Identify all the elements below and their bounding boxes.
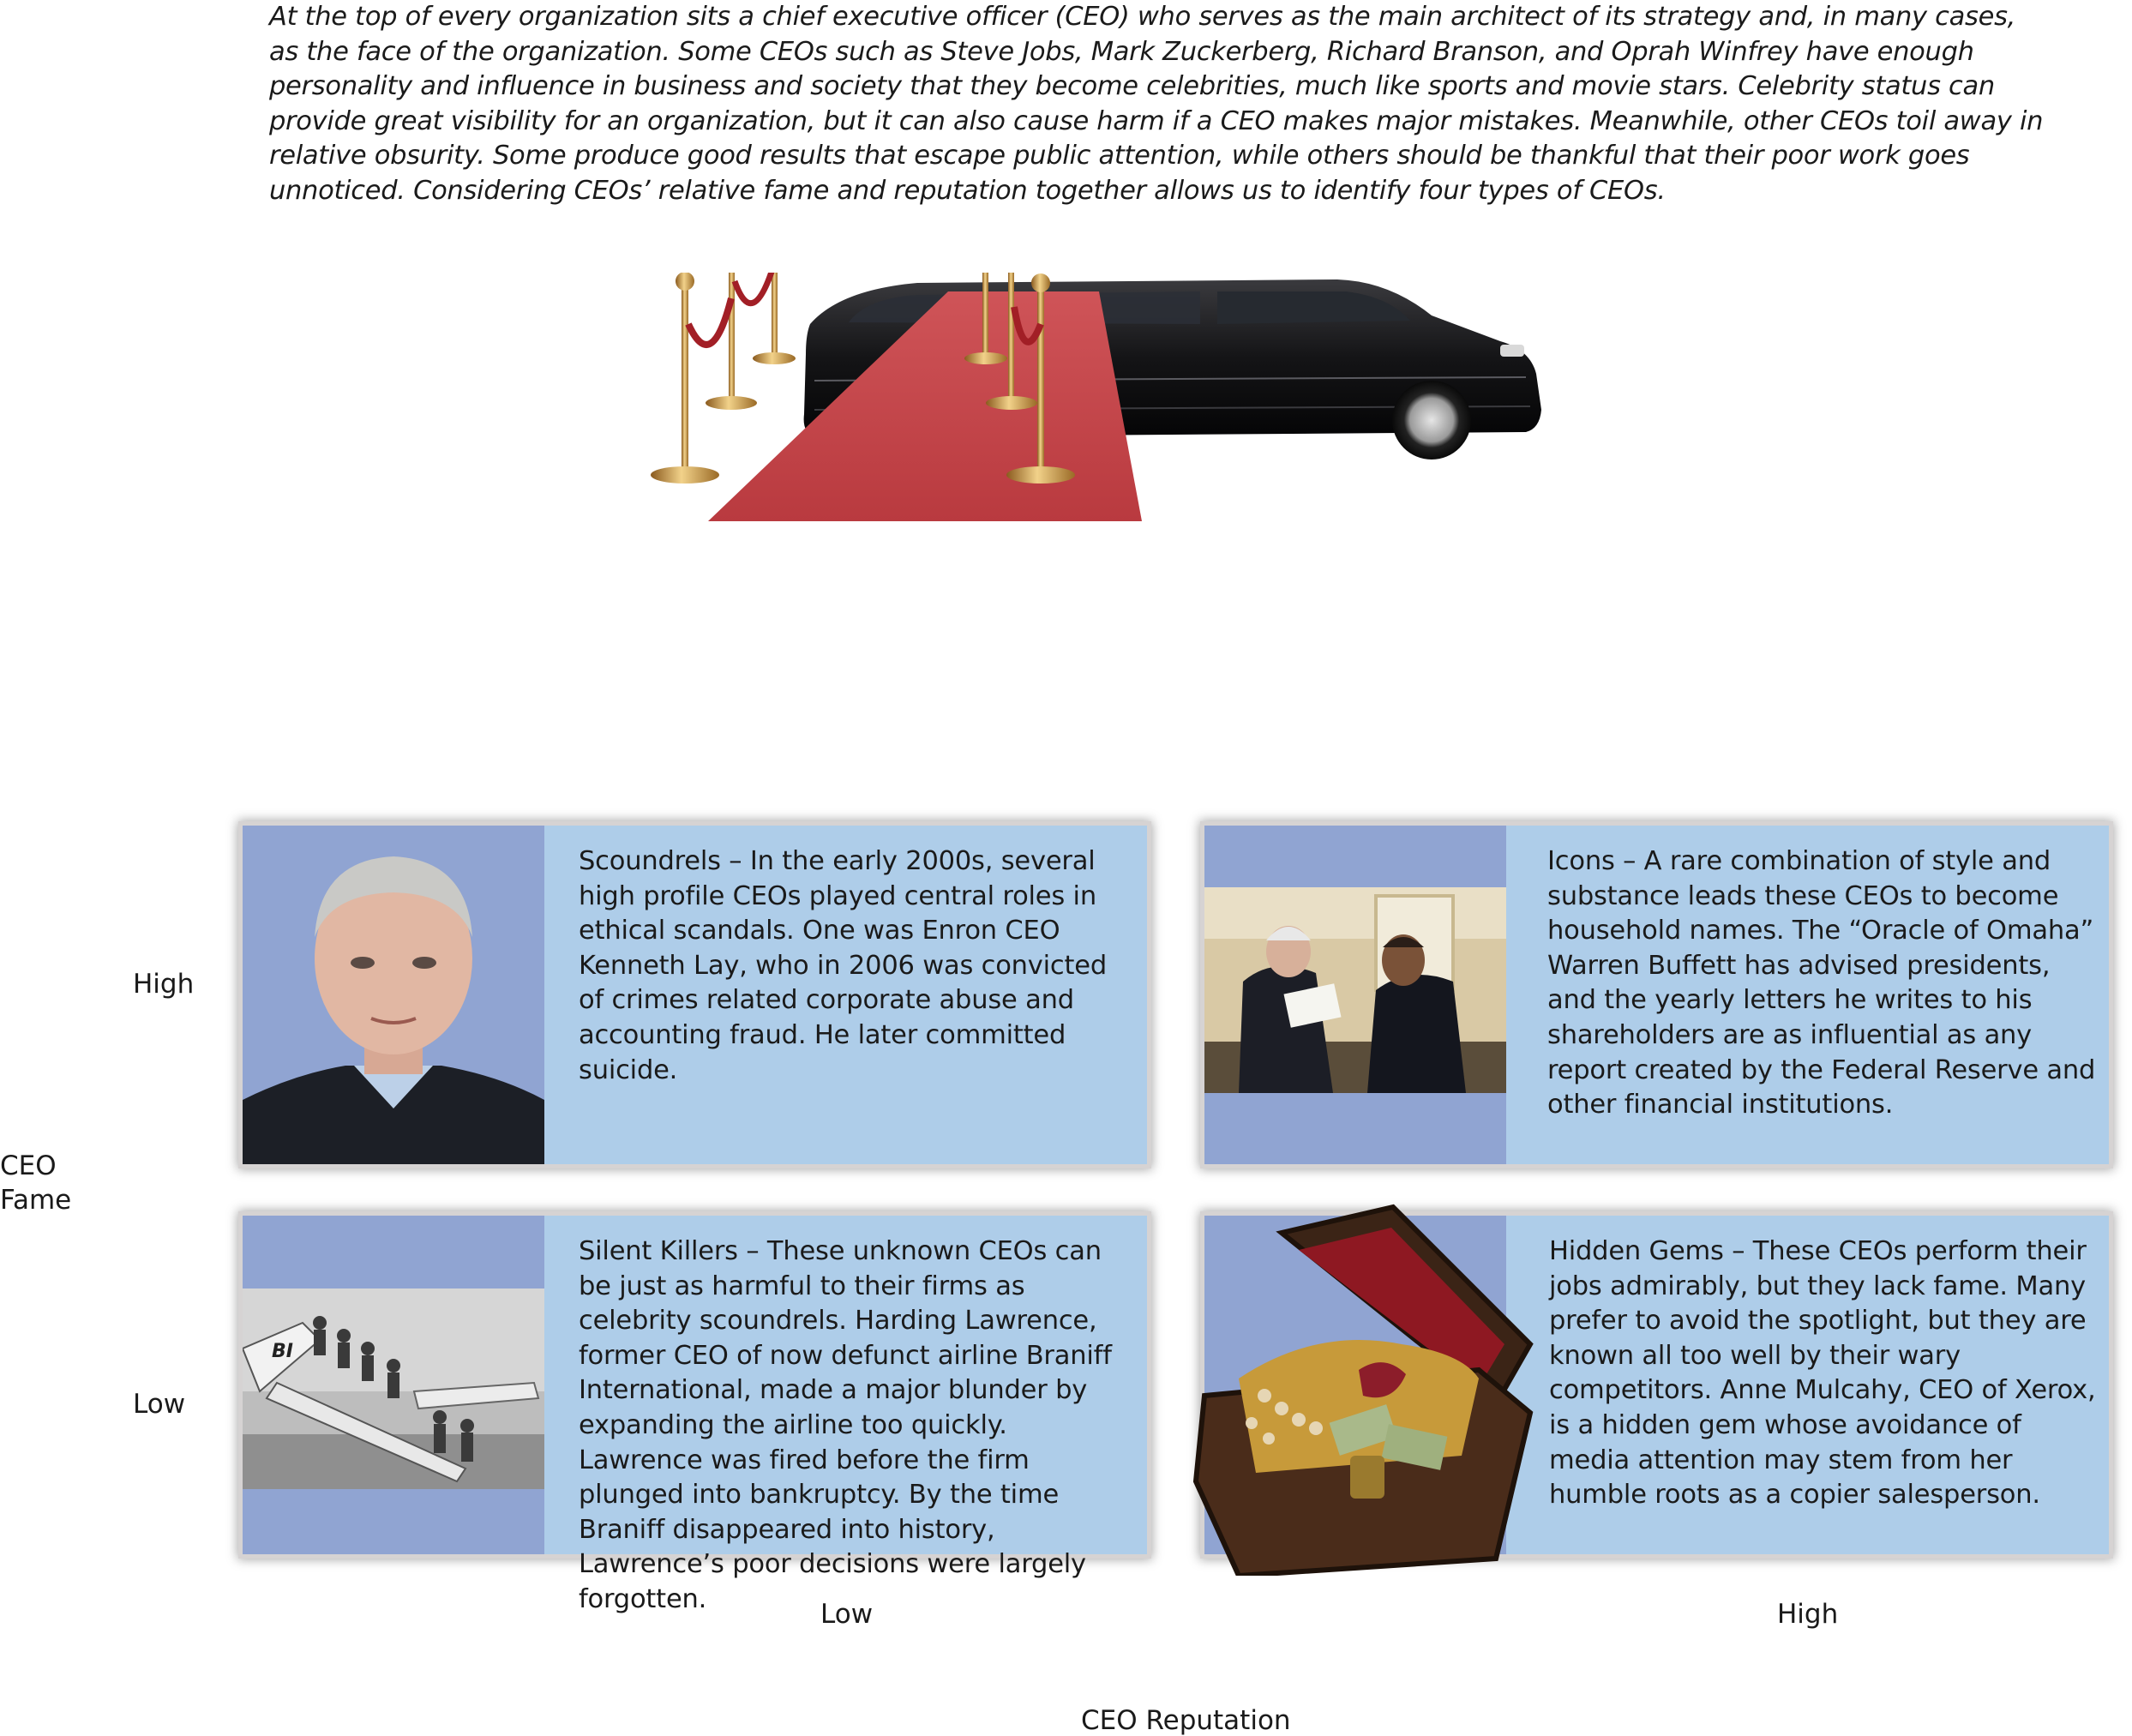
svg-text:BI: BI [272, 1341, 293, 1362]
x-axis-high-label: High [1777, 1599, 1839, 1630]
x-axis-title: CEO Reputation [1081, 1705, 1291, 1736]
quadrant-icons [1204, 826, 2109, 1164]
quadrant-silent-killers [243, 1216, 1147, 1614]
intro-paragraph: At the top of every organization sits a chief executive officer (CEO) who serves as the main architect of its strategy and, in many cases, as the face of the organization. Some CEOs such as Steve Jobs, Mark Zuckerberg, Richard Branson, and Oprah Winfrey have enough personality and influence in business and society that they become celebrities, much like sports and movie stars. Celebrity status can provide great visibility for an organization, but it can also cause harm if a CEO makes major mistakes. Meanwhile, other CEOs toil away in relative obsurity. Some produce good results that escape public attention, while others should be thankful that their poor work goes unnoticed. Considering CEOs’ relative fame and reputation together allows us to identify four types of CEOs. [269, 2, 2044, 206]
photo-panel [1204, 1216, 1506, 1554]
quadrant-scoundrels-text: Scoundrels – In the early 2000s, several high profile CEOs played central roles in ethical scandals. One was Enron CEO Kenneth Lay, who in 2006 was convicted of crimes related corporate abuse and accounting fraud. He later committed suicide. [579, 846, 1107, 1085]
stanchions-left [651, 273, 796, 484]
photo-panel [1204, 826, 1506, 1164]
y-axis-high-label: High [133, 969, 195, 1000]
limousine-red-carpet-illustration [634, 273, 1672, 830]
y-axis-title-line2: Fame [0, 1185, 72, 1216]
quadrant-hidden-gems-text: Hidden Gems – These CEOs perform their jobs admirably, but they lack fame. Many prefer to avoid the spotlight, but they are known all too well by their wary competitors. Anne Mulcahy, CEO of Xerox, is a hidden gem whose avoidance of media attention may stem from her humble roots as a copier salesperson. [1549, 1236, 2096, 1511]
two-men-seated-photo [1204, 887, 1506, 1093]
photo-panel [243, 826, 544, 1164]
portrait-photo [243, 826, 544, 1164]
y-axis-title-line1: CEO [0, 1150, 57, 1181]
quadrant-hidden-gems [1204, 1216, 2109, 1554]
x-axis-low-label: Low [820, 1599, 874, 1630]
treasure-chest-photo [1187, 1198, 1547, 1576]
quadrant-silent-killers-text: Silent Killers – These unknown CEOs can be just as harmful to their firms as celebrity scoundrels. Harding Lawrence, former CEO of now defunct airline Braniff International, made a major blunder by expanding the airline too quickly. Lawrence was fired before the firm plunged into bankruptcy. By the time Braniff disappeared into history, Lawrence’s poor decisions were largely forgotten. [579, 1236, 1112, 1614]
photo-panel [243, 1216, 544, 1554]
y-axis-low-label: Low [133, 1389, 186, 1420]
quadrant-icons-text: Icons – A rare combination of style and substance leads these CEOs to become household names. The “Oracle of Omaha” Warren Buffett has advised presidents, and the yearly letters he writes to his shareholders are as influential as any report created by the Federal Reserve and other financial institutions. [1547, 846, 2096, 1120]
airplane-stairs-photo [243, 1288, 544, 1489]
quadrant-scoundrels [243, 826, 1147, 1164]
